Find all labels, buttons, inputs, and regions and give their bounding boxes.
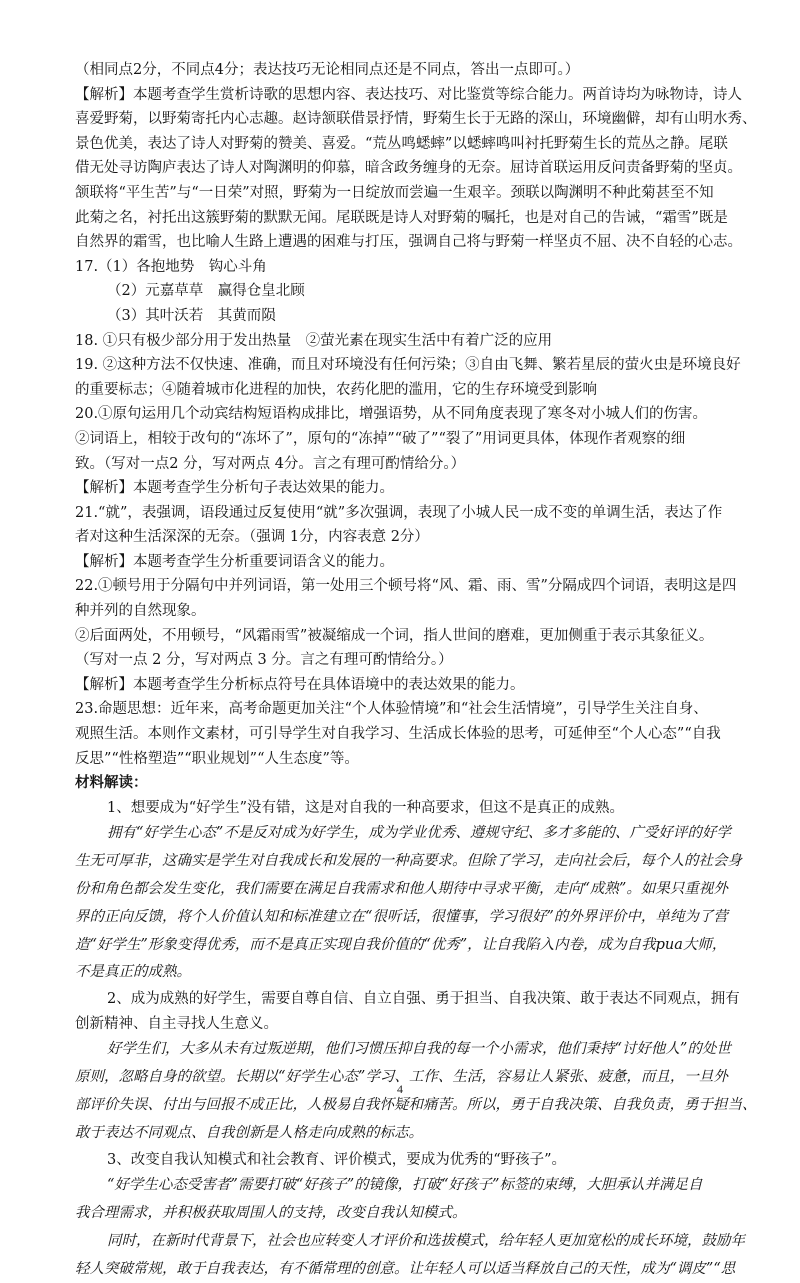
text-line: 界的正向反馈，将个人价值认知和标准建立在“很听话，很懂事，学习很好”的外界评价中，单纯为了营 bbox=[75, 908, 728, 925]
text-line: 致。（写对一点2 分，写对两点 4分。言之有理可酌情给分。） bbox=[75, 455, 466, 472]
text-line: 不是真正的成熟。 bbox=[75, 964, 191, 981]
text-line: “好学生心态受害者”需要打破“好孩子”的镜像，打破“好孩子”标签的束缚，大胆承认并满足自 bbox=[107, 1177, 703, 1194]
text-line: 景色优美，表达了诗人对野菊的赞美、喜爱。“荒丛鸣蟋蟀”以蟋蟀鸣叫衬托野菊生长的荒丛之静。尾联 bbox=[75, 135, 728, 152]
text-line: 轻人突破常规，敢于自我表达，有不循常理的创意。让年轻人可以适当释放自己的天性，成为“调皮”“思 bbox=[75, 1260, 736, 1277]
material-heading: 材料解读： bbox=[75, 774, 148, 792]
text-line: 反思”“性格塑造”“职业规划”“人生态度”等。 bbox=[75, 750, 359, 767]
answer-17-line: 17.（1）各抱地势 钩心斗角 bbox=[75, 258, 267, 275]
point-heading: 1、想要成为“好学生”没有错，这是对自我的一种高要求，但这不是真正的成熟。 bbox=[107, 799, 625, 816]
text-line: 拥有“好学生心态”不是反对成为好学生，成为学业优秀、遵规守纪、多才多能的、广受好评的好学 bbox=[107, 825, 731, 842]
answer-21-line: 21.“就”，表强调，语段通过反复使用“就”多次强调，表现了小城人民一成不变的单调生活，表达了作 bbox=[75, 504, 723, 521]
text-line: 敢于表达不同观点、自我创新是人格走向成熟的标志。 bbox=[75, 1124, 423, 1141]
text-line: 喜爱野菊，以野菊寄托内心志趣。赵诗颔联借景抒情，野菊生长于无路的深山，环境幽僻，却有山明水秀、 bbox=[75, 111, 757, 128]
point-heading: 2、成为成熟的好学生，需要自尊自信、自立自强、勇于担当、自我决策、敢于表达不同观点，拥有 bbox=[107, 991, 740, 1008]
page-number: 4 bbox=[397, 1082, 403, 1096]
text-line: 生无可厚非，这确实是学生对自我成长和发展的一种高要求。但除了学习，走向社会后，每个人的社会身 bbox=[75, 853, 742, 870]
text-line: 同时，在新时代背景下，社会也应转变人才评价和选拔模式，给年轻人更加宽松的成长环境，鼓励年 bbox=[107, 1232, 745, 1249]
text-line: 份和角色都会发生变化，我们需要在满足自我需求和他人期待中寻求平衡，走向“成熟”。如果只重视外 bbox=[75, 881, 728, 897]
text-line: （写对一点 2 分，写对两点 3 分。言之有理可酌情给分。） bbox=[75, 652, 453, 669]
text-line: ②后面两处，不用顿号，“风霜雨雪”被凝缩成一个词，指人世间的磨难，更加侧重于表示其象征义。 bbox=[75, 627, 714, 644]
answer-17-line: （2）元嘉草草 赢得仓皇北顾 bbox=[107, 283, 305, 300]
text-line: 种并列的自然现象。 bbox=[75, 603, 206, 620]
text-line: 颔联将“平生苦”与“一日荣”对照，野菊为一日绽放而尝遍一生艰辛。颈联以陶渊明不种此菊甚至不知 bbox=[75, 184, 714, 201]
answer-19-line: 19. ②这种方法不仅快速、准确，而且对环境没有任何污染；③自由飞舞、繁若星辰的萤火虫是环境良好 bbox=[75, 357, 741, 374]
text-line: 原则，忽略自身的欲望。长期以“好学生心态”学习、工作、生活，容易让人紧张、疲惫，而且，一旦外 bbox=[75, 1069, 728, 1086]
scoring-note: （相同点2分，不同点4分；表达技巧无论相同点还是不同点，答出一点即可。） bbox=[75, 62, 580, 78]
text-line: 自然界的霜雪，也比喻人生路上遭遇的困难与打压，强调自己将与野菊一样坚贞不屈、决不自轻的心志。 bbox=[75, 234, 742, 251]
text-line: ②词语上，相较于改句的“冻坏了”，原句的“冻掉”“破了”“裂了”用词更具体，体现作者观察的细 bbox=[75, 430, 686, 447]
text-line: 造“好学生”形象变得优秀，而不是真正实现自我价值的“优秀”，让自我陷入内卷，成为自我pua大师， bbox=[75, 936, 727, 953]
answer-23-line: 23.命题思想：近年来，高考命题更加关注“个人体验情境”和“社会生活情境”，引导学生关注自身、 bbox=[75, 701, 708, 718]
answer-key-body bbox=[75, 58, 757, 1283]
analysis-line: 【解析】本题考查学生分析重要词语含义的能力。 bbox=[75, 553, 394, 570]
text-line: 创新精神、自主寻找人生意义。 bbox=[75, 1015, 278, 1032]
analysis-line: 【解析】本题考查学生赏析诗歌的思想内容、表达技巧、对比鉴赏等综合能力。两首诗均为咏物诗，诗人 bbox=[75, 86, 742, 103]
text-line: 者对这种生活深深的无奈。（强调 1分，内容表意 2分） bbox=[75, 529, 429, 546]
text-line: 观照生活。本则作文素材，可引导学生对自我学习、生活成长体验的思考，可延伸至“个人心态”“自我 bbox=[75, 726, 721, 743]
answer-20-line: 20.①原句运用几个动宾结构短语构成排比，增强语势，从不同角度表现了寒冬对小城人们的伤害。 bbox=[75, 406, 708, 423]
text-line: 此菊之名，衬托出这簇野菊的默默无闻。尾联既是诗人对野菊的嘱托，也是对自己的告诫，“霜雪”既是 bbox=[75, 209, 728, 226]
analysis-line: 【解析】本题考查学生分析句子表达效果的能力。 bbox=[75, 480, 394, 497]
answer-18-line: 18. ①只有极少部分用于发出热量 ②萤光素在现实生活中有着广泛的应用 bbox=[75, 332, 553, 349]
text-line: 我合理需求，并积极获取周围人的支持，改变自我认知模式。 bbox=[75, 1204, 467, 1221]
text-line: 借无处寻访陶庐表达了诗人对陶渊明的仰慕，暗含政务缠身的无奈。屈诗首联运用反问责备野菊的坚贞。 bbox=[75, 160, 742, 177]
answer-22-line: 22.①顿号用于分隔句中并列词语，第一处用三个顿号将“风、霜、雨、雪”分隔成四个词语，表明这是四 bbox=[75, 578, 737, 595]
text-line: 部评价失误、付出与回报不成正比，人极易自我怀疑和痛苦。所以，勇于自我决策、自我负责，勇于担当、 bbox=[75, 1096, 757, 1113]
answer-17-line: （3）其叶沃若 其黄而陨 bbox=[107, 307, 276, 324]
analysis-line: 【解析】本题考查学生分析标点符号在具体语境中的表达效果的能力。 bbox=[75, 676, 525, 693]
point-heading: 3、改变自我认知模式和社会教育、评价模式，要成为优秀的“野孩子”。 bbox=[107, 1151, 567, 1168]
text-line: 的重要标志；④随着城市化进程的加快，农药化肥的滥用，它的生存环境受到影响 bbox=[75, 381, 597, 398]
text-line: 好学生们，大多从未有过叛逆期，他们习惯压抑自我的每一个小需求，他们秉持“讨好他人”的处世 bbox=[107, 1041, 731, 1058]
